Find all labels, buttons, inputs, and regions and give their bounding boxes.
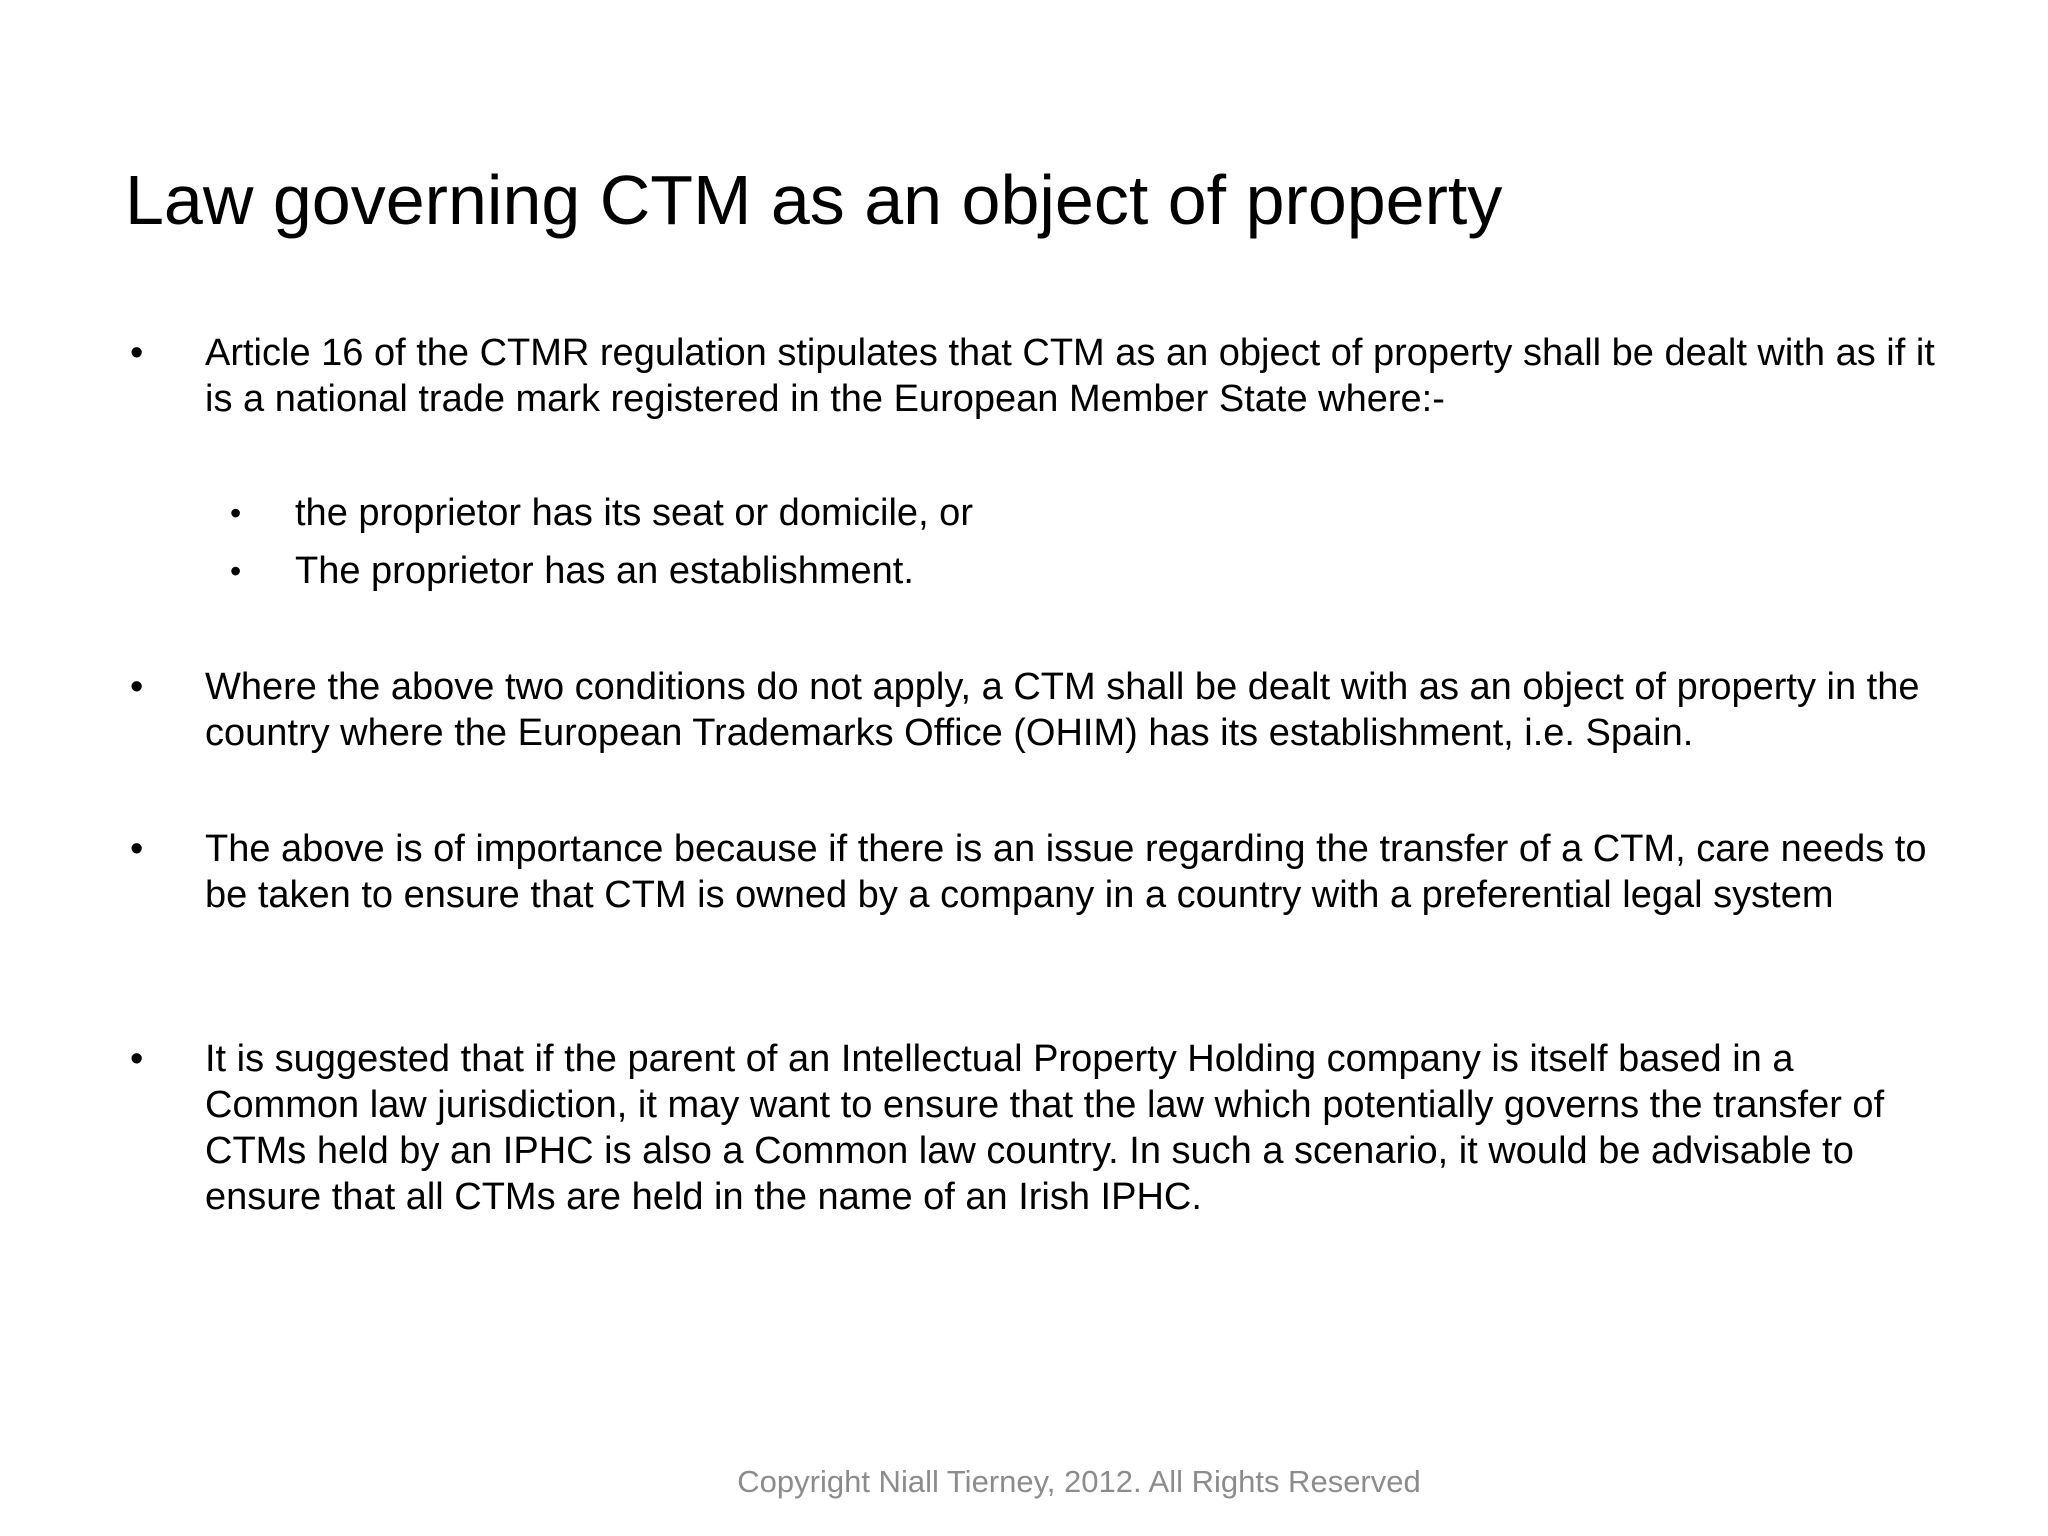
bullet-dot-icon: • [130, 828, 144, 870]
sub-bullet-text: the proprietor has its seat or domicile, or [295, 492, 973, 534]
copyright-footer: Copyright Niall Tierney, 2012. All Rights Reserved [737, 1464, 1421, 1499]
bullet-dot-icon: • [130, 1038, 144, 1080]
bullet-dot-icon: • [130, 332, 144, 374]
bullet-text: Article 16 of the CTMR regulation stipulates that CTM as an object of property shall be dealt with as if it is a national trade mark registered in the European Member State where:- [205, 332, 1935, 420]
sub-bullet-text: The proprietor has an establishment. [295, 550, 914, 592]
bullet-dot-icon: • [130, 666, 144, 708]
bullet-text: Where the above two conditions do not apply, a CTM shall be dealt with as an object of property in the country where the European Trademarks Office (OHIM) has its establishment, i.e. Spain. [205, 666, 1920, 754]
sub-bullet-dot-icon: • [230, 553, 242, 589]
sub-bullet-dot-icon: • [230, 495, 242, 531]
slide-title: Law governing CTM as an object of property [125, 161, 1503, 239]
bullet-text: The above is of importance because if there is an issue regarding the transfer of a CTM, care needs to be taken to ensure that CTM is owned by a company in a country with a preferential legal system [205, 828, 1927, 916]
bullet-text: It is suggested that if the parent of an Intellectual Property Holding company is itself based in a Common law jurisdiction, it may want to ensure that the law which potentially governs the transfer of CTMs held by an IPHC is also a Common law country. In such a scenario, it would be advisable to ensure that all CTMs are held in the name of an Irish IPHC. [205, 1038, 1885, 1218]
